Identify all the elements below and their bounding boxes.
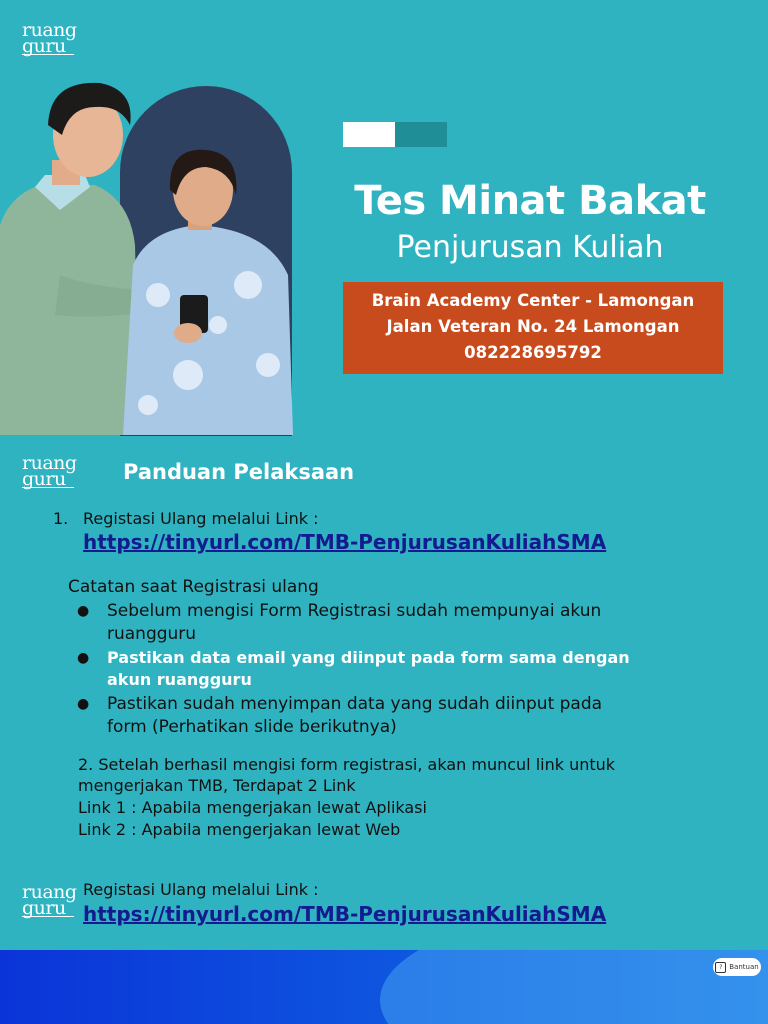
question-icon: ? bbox=[715, 962, 726, 973]
wave-decoration bbox=[380, 950, 768, 1024]
guide-title: Panduan Pelaksaan bbox=[123, 460, 355, 484]
decorative-bar-white bbox=[343, 122, 395, 147]
location-info-box bbox=[343, 282, 723, 374]
note-bullet-1-line2: ruangguru bbox=[107, 624, 197, 644]
decorative-bar-teal bbox=[395, 122, 447, 147]
step1-text: Registasi Ulang melalui Link : bbox=[83, 509, 319, 528]
step2-line1: 2. Setelah berhasil mengisi form registrasi, akan muncul link untuk bbox=[78, 755, 616, 774]
note-bullet-3-line2: form (Perhatikan slide berikutnya) bbox=[107, 717, 397, 737]
person-girl-illustration bbox=[118, 145, 298, 435]
bullet-dot: ● bbox=[77, 650, 90, 666]
help-button[interactable] bbox=[713, 958, 761, 976]
help-button-label: Bantuan bbox=[729, 963, 759, 971]
notes-title: Catatan saat Registrasi ulang bbox=[68, 577, 319, 597]
bullet-dot: ● bbox=[77, 696, 90, 712]
page-subtitle: Penjurusan Kuliah bbox=[396, 230, 664, 265]
bottom-decorative-band bbox=[0, 950, 768, 1024]
location-address: Jalan Veteran No. 24 Lamongan bbox=[386, 317, 680, 336]
link2-description: Link 2 : Apabila mengerjakan lewat Web bbox=[78, 820, 401, 839]
ruangguru-logo: ruang guru bbox=[22, 452, 77, 490]
footer-registration-link[interactable]: https://tinyurl.com/TMB-PenjurusanKuliahSMA bbox=[83, 902, 607, 926]
location-name: Brain Academy Center - Lamongan bbox=[371, 291, 695, 310]
step2-line2: mengerjakan TMB, Terdapat 2 Link bbox=[78, 776, 356, 795]
location-phone: 082228695792 bbox=[464, 343, 602, 362]
page-title: Tes Minat Bakat bbox=[354, 178, 706, 224]
footer-registration-text: Registasi Ulang melalui Link : bbox=[83, 880, 319, 899]
note-bullet-2-line1: Pastikan data email yang diinput pada form sama dengan bbox=[107, 648, 630, 667]
note-bullet-1-line1: Sebelum mengisi Form Registrasi sudah mempunyai akun bbox=[107, 601, 602, 621]
note-bullet-3-line1: Pastikan sudah menyimpan data yang sudah diinput pada bbox=[107, 694, 603, 714]
registration-link[interactable]: https://tinyurl.com/TMB-PenjurusanKuliahSMA bbox=[83, 530, 607, 554]
note-bullet-2-line2: akun ruangguru bbox=[107, 670, 252, 689]
ruangguru-logo: ruang guru bbox=[22, 19, 77, 57]
ruangguru-logo: ruang guru bbox=[22, 881, 77, 919]
bullet-dot: ● bbox=[77, 603, 90, 619]
link1-description: Link 1 : Apabila mengerjakan lewat Aplikasi bbox=[78, 798, 427, 817]
step1-number: 1. bbox=[53, 509, 69, 528]
